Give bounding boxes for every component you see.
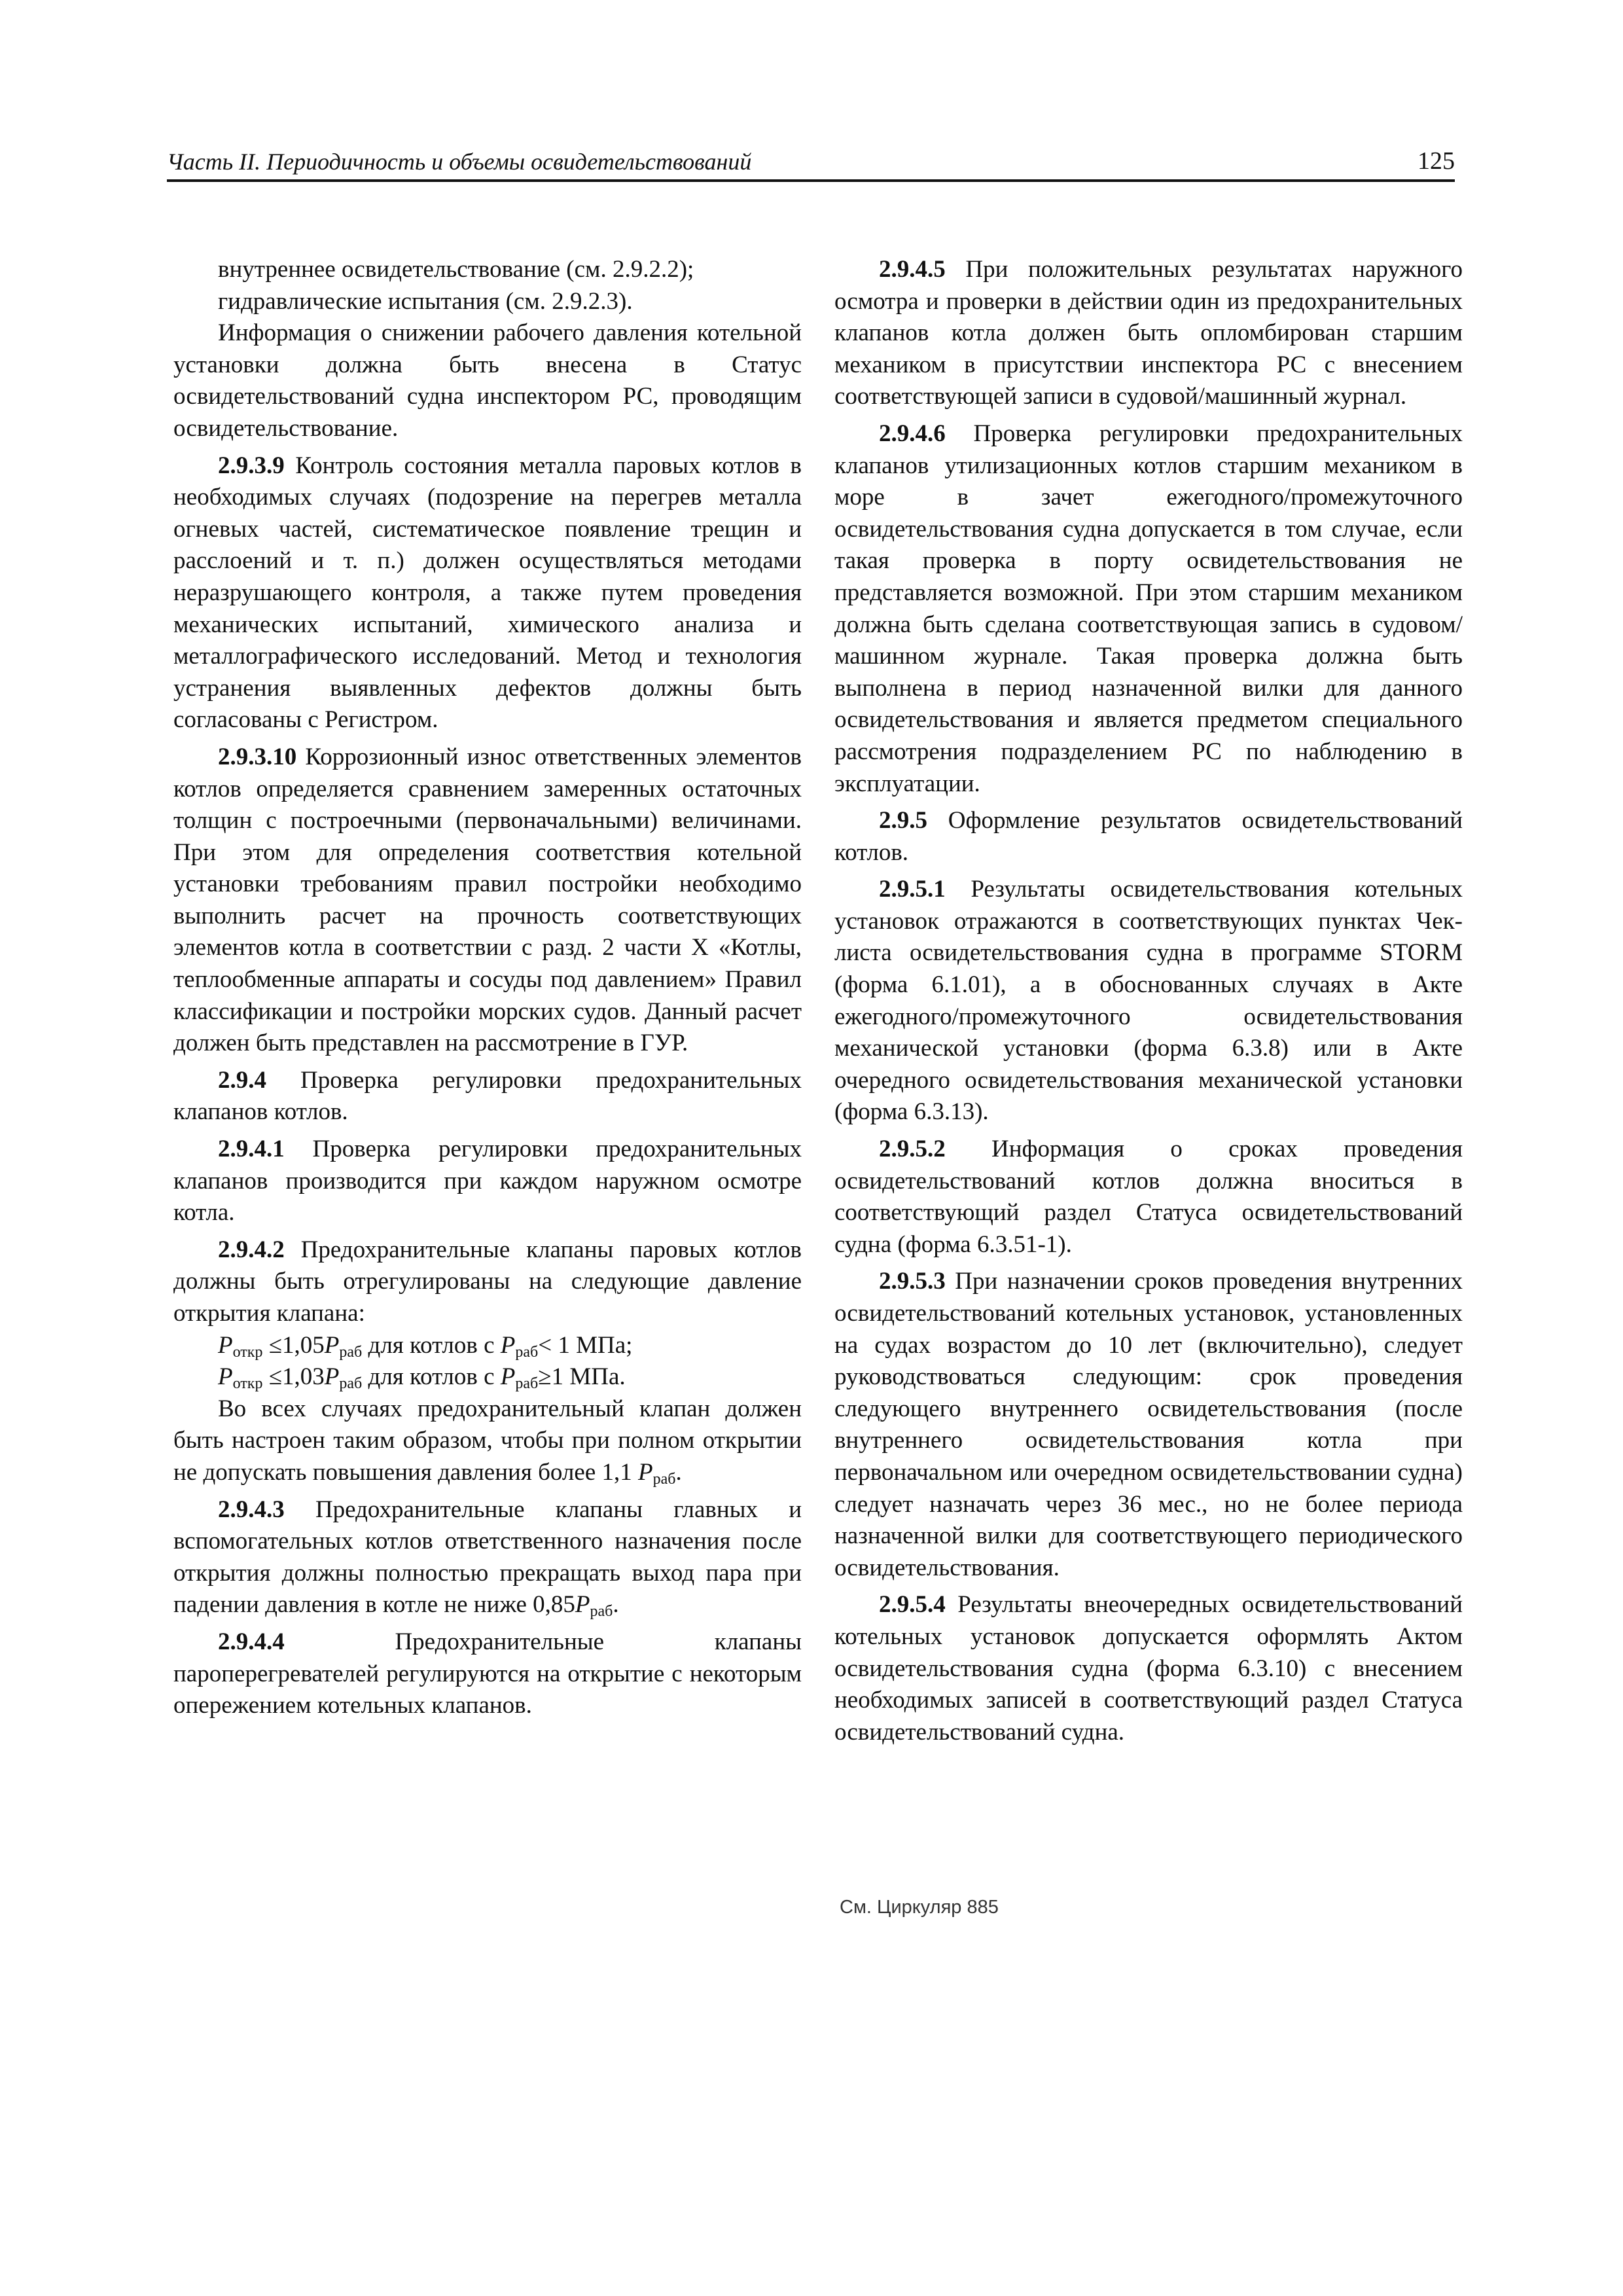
clause-number: 2.9.4.6: [879, 420, 946, 447]
left-column: [173, 254, 802, 1722]
header-title: Часть II. Периодичность и объемы освидетельствований: [167, 149, 752, 175]
clause-text: Результаты освидетельствования котельных установок отражаются в соответствующих пунктах Чек-листа освидетельствования судна в программе STORM (форма 6.1.01), а в обоснованных случаях в Акте ежегодного/промежуточного освидетельствования механической установки (форма 6.3.8) или в Акте очередного освидетельствования механической установки (форма 6.3.13).: [834, 876, 1463, 1126]
clause-number: 2.9.4.2: [218, 1236, 285, 1263]
clause-2-9-4-1: [173, 1134, 802, 1229]
clause-text: Проверка регулировки предохранительных клапанов производится при каждом наружном осмотре котла.: [173, 1136, 802, 1227]
formula-line-2: $P_{откр} \le 1,03P_{раб}$ для котлов с $P_{раб}\ge 1$ МПа.: [218, 1363, 626, 1393]
clause-number: 2.9.4.5: [879, 256, 946, 283]
clause-2-9-5-4: [834, 1589, 1463, 1748]
clause-text: Контроль состояния металла паровых котлов в необходимых случаях (подозрение на перегрев металла огневых частей, систематическое появление трещин и расслоений и т. п.) должен осуществляться методами неразрушающего контроля, а также путем проведения механических испытаний, химического анализа и металлографического исследований. Метод и технология устранения выявленных дефектов должны быть согласованы с Регистром.: [173, 452, 802, 734]
clause-text: Предохранительные клапаны паровых котлов должны быть отрегулированы на следующие давление открытия клапана:: [173, 1236, 802, 1327]
list-line: гидравлические испытания (см. 2.9.2.3).: [218, 287, 633, 315]
clause-text: Проверка регулировки предохранительных клапанов утилизационных котлов старшим механиком в море в зачет ежегодного/промежуточного освидетельствования судна допускается в том случае, если такая проверка в порту освидетельствования не представляется возможной. При этом старшим механиком должна быть сделана соответствующая запись в судовом/машинном журнале. Такая проверка должна быть выполнена в период назначенной вилки для данного освидетельствования и является предметом специального рассмотрения подразделением РС по наблюдению в эксплуатации.: [834, 420, 1463, 797]
clause-2-9-3-10: [173, 742, 802, 1060]
section-title: Проверка регулировки предохранительных клапанов котлов.: [173, 1066, 802, 1126]
clause-text: При назначении сроков проведения внутренних освидетельствований котельных установок, установленных на судах возрастом до 10 лет (включительно), следует руководствоваться следующим: срок проведения следующего внутреннего освидетельствования (после внутреннего освидетельствования котла при первоначальном или очередном освидетельствовании судна) следует назначать через 36 мес., но не более периода назначенной вилки для соответствующего периодического освидетельствования.: [834, 1268, 1463, 1581]
formula-line-1: $P_{откр} \le 1,05P_{раб}$ для котлов с $P_{раб}< 1$ МПа;: [218, 1331, 633, 1361]
clause-text: При положительных результатах наружного осмотра и проверки в действии один из предохранительных клапанов котла должен быть опломбирован старшим механиком в присутствии инспектора РС с внесением соответствующей записи в судовой/машинный журнал.: [834, 256, 1463, 410]
clause-2-9-3-9: [173, 450, 802, 736]
clause-number: 2.9.4.4: [218, 1628, 285, 1655]
clause-text: Предохранительные клапаны главных и вспомогательных котлов ответственного назначения после открытия должны полностью прекращать выход пара при падении давления в котле не ниже 0,85: [173, 1496, 802, 1619]
clause-text: Предохранительные клапаны пароперегревателей регулируются на открытие с некоторым опережением котельных клапанов.: [173, 1628, 802, 1719]
clause-2-9-4-5: [834, 254, 1463, 413]
clause-number: 2.9.5.2: [879, 1136, 946, 1163]
paragraph: Информация о снижении рабочего давления котельной установки должна быть внесена в Статус освидетельствований судна инспектором РС, проводящим освидетельствование.: [173, 319, 802, 442]
section-number: 2.9.5: [879, 807, 927, 834]
clause-2-9-5-2: [834, 1134, 1463, 1261]
clause-2-9-4-3: 2.9.4.3 Предохранительные клапаны главных и вспомогательных котлов ответственного назначения после открытия должны полностью прекращать выход пара при падении давления в котле не ниже $0,85P_{раб}$.: [173, 1496, 802, 1621]
clause-text: Результаты внеочередных освидетельствований котельных установок допускается оформлять Актом освидетельствования судна (форма 6.3.10) с внесением необходимых записей в соответствующий раздел Статуса освидетельствований судна.: [834, 1591, 1463, 1746]
section-title: Оформление результатов освидетельствований котлов.: [834, 807, 1463, 866]
clause-number: 2.9.3.9: [218, 452, 285, 479]
clause-number: 2.9.4.3: [218, 1496, 285, 1523]
clause-number: 2.9.3.10: [218, 743, 297, 770]
clause-2-9-4-4: [173, 1626, 802, 1722]
clause-2-9-4-6: [834, 418, 1463, 800]
section-2-9-5: [834, 805, 1463, 869]
clause-text: Коррозионный износ ответственных элементов котлов определяется сравнением замеренных остаточных толщин с построечными (первоначальными) величинами. При этом для определения соответствия котельной установки требованиям правил постройки необходимо выполнить расчет на прочность соответствующих элементов котла в соответствии с разд. 2 части X «Котлы, теплообменные аппараты и сосуды под давлением» Правил классификации и постройки морских судов. Данный расчет должен быть представлен на рассмотрение в ГУР.: [173, 743, 802, 1057]
clause-2-9-5-1: [834, 874, 1463, 1128]
circular-reference-note: См. Циркуляр 885: [840, 1897, 999, 1918]
clause-2-9-4-2: [173, 1234, 802, 1330]
clause-number: 2.9.5.3: [879, 1268, 946, 1295]
section-2-9-4: [173, 1065, 802, 1128]
clause-text: Информация о сроках проведения освидетельствований котлов должна вноситься в соответствующий раздел Статуса освидетельствований судна (форма 6.3.51-1).: [834, 1136, 1463, 1258]
running-header: [167, 136, 1455, 182]
list-line: внутреннее освидетельствование (см. 2.9.2.2);: [218, 256, 694, 283]
clause-number: 2.9.5.1: [879, 876, 946, 903]
right-column: [834, 254, 1463, 1748]
page-number: 125: [1418, 147, 1455, 175]
clause-number: 2.9.5.4: [879, 1591, 946, 1619]
clause-number: 2.9.4.1: [218, 1136, 285, 1163]
clause-2-9-5-3: [834, 1266, 1463, 1584]
section-number: 2.9.4: [218, 1066, 266, 1094]
paragraph: Во всех случаях предохранительный клапан должен быть настроен таким образом, чтобы при полном открытии не допускать повышения давления более 1,1 $P_{раб}$.: [173, 1395, 802, 1488]
